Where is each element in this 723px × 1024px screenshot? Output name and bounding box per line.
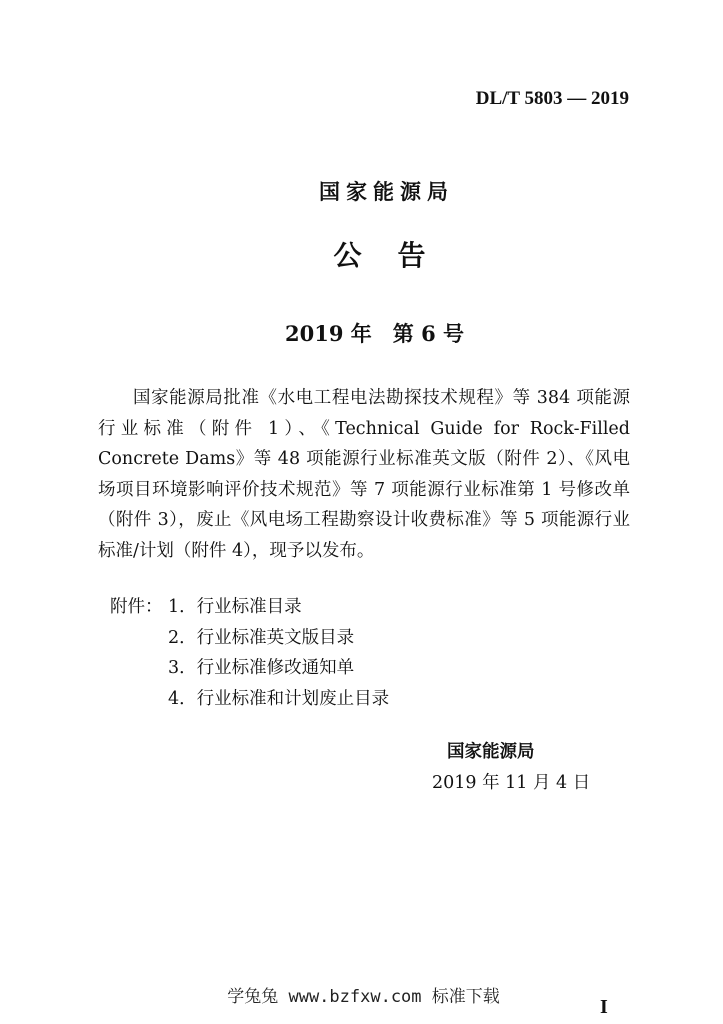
notice-title: 公告 [333,239,462,272]
attachment-item [110,684,389,715]
attachments-list [110,592,389,714]
page-number: I [600,996,608,1018]
attachments-label: 附件： [110,597,163,617]
attachment-text: 3．行业标准修改通知单 [168,658,355,678]
attachment-item [110,592,389,623]
notice-body: 国家能源局批准《水电工程电法勘探技术规程》等 384 项能源行业标准（附件 1）、《Technical Guide for Rock-Filled Concrete Dams》等 48 项能源行业标准英文版（附件 2）、《风电场项目环境影响评价技术规范》等 7 项能源行业标准第 1 号修改单（附件 3），废止《风电场工程勘察设计收费标准》等 5 项能源行业标准/计划（附件 4），现予以发布。 [98,388,630,561]
attachment-text: 4．行业标准和计划废止目录 [168,688,390,709]
attachment-text: 1．行业标准目录 [168,597,302,617]
standard-number: DL/T 5803 — 2019 [475,88,629,109]
signature-organization: 国家能源局 [447,742,535,762]
attachment-item [110,653,389,684]
notice-number: 2019 年 第 6 号 [285,321,464,346]
attachment-item [110,623,389,654]
watermark-text: 学兔兔 www.bzfxw.com 标准下载 [227,987,500,1007]
issuer-heading: 国家能源局 [319,180,454,204]
signature-date: 2019 年 11 月 4 日 [432,773,591,793]
attachment-text: 2．行业标准英文版目录 [168,627,355,648]
